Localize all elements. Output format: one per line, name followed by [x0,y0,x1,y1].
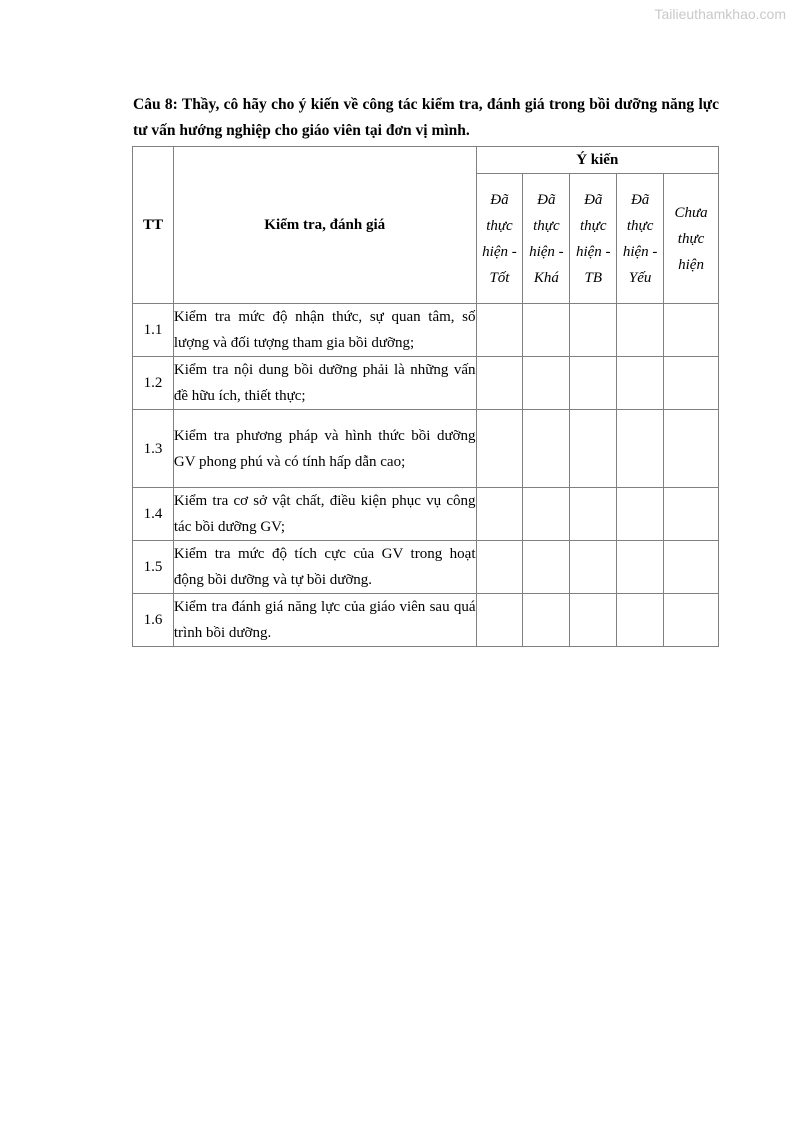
answer-cell[interactable] [476,357,523,410]
answer-cell[interactable] [523,541,570,594]
option-header [664,174,719,304]
row-text: Kiểm tra phương pháp và hình thức bồi dưỡng GV phong phú và có tính hấp dẫn cao; [173,410,476,488]
table-row [133,541,719,594]
table-row [133,357,719,410]
watermark: Tailieuthamkhao.com [654,6,786,22]
header-item: Kiểm tra, đánh giá [173,147,476,304]
option-header [617,174,664,304]
answer-cell[interactable] [664,410,719,488]
row-text: Kiểm tra đánh giá năng lực của giáo viên sau quá trình bồi dưỡng. [173,594,476,647]
row-number: 1.6 [133,594,174,647]
option-label: Chưa thực hiện [674,204,708,273]
answer-cell[interactable] [617,488,664,541]
question-text: Câu 8: Thầy, cô hãy cho ý kiến về công tác kiểm tra, đánh giá trong bồi dưỡng năng lực tư vấn hướng nghiệp cho giáo viên tại đơn vị mình. [133,96,719,139]
answer-cell[interactable] [617,357,664,410]
survey-table [132,146,719,647]
row-number: 1.4 [133,488,174,541]
header-tt: TT [133,147,174,304]
option-header [476,174,523,304]
answer-cell[interactable] [617,410,664,488]
row-text: Kiểm tra cơ sở vật chất, điều kiện phục vụ công tác bồi dưỡng GV; [173,488,476,541]
row-number: 1.3 [133,410,174,488]
answer-cell[interactable] [523,488,570,541]
answer-cell[interactable] [664,357,719,410]
option-label: Đã thực hiện - Tốt [482,191,517,286]
answer-cell[interactable] [664,488,719,541]
answer-cell[interactable] [476,410,523,488]
answer-cell[interactable] [570,410,617,488]
header-opinion: Ý kiến [476,147,718,174]
answer-cell[interactable] [570,541,617,594]
header-row [133,147,719,174]
row-text: Kiểm tra mức độ nhận thức, sự quan tâm, số lượng và đối tượng tham gia bồi dưỡng; [173,304,476,357]
row-number: 1.5 [133,541,174,594]
answer-cell[interactable] [570,594,617,647]
row-number: 1.2 [133,357,174,410]
answer-cell[interactable] [664,541,719,594]
answer-cell[interactable] [476,541,523,594]
row-text: Kiểm tra nội dung bồi dưỡng phải là những vấn đề hữu ích, thiết thực; [173,357,476,410]
option-header [570,174,617,304]
answer-cell[interactable] [523,410,570,488]
answer-cell[interactable] [476,488,523,541]
answer-cell[interactable] [523,357,570,410]
answer-cell[interactable] [476,304,523,357]
answer-cell[interactable] [570,304,617,357]
row-number: 1.1 [133,304,174,357]
answer-cell[interactable] [664,594,719,647]
answer-cell[interactable] [617,304,664,357]
answer-cell[interactable] [523,594,570,647]
table-row [133,488,719,541]
row-text: Kiểm tra mức độ tích cực của GV trong hoạt động bồi dưỡng và tự bồi dưỡng. [173,541,476,594]
option-header [523,174,570,304]
option-label: Đã thực hiện - Yếu [622,191,658,286]
answer-cell[interactable] [664,304,719,357]
answer-cell[interactable] [617,594,664,647]
answer-cell[interactable] [570,357,617,410]
table-row [133,410,719,488]
answer-cell[interactable] [617,541,664,594]
answer-cell[interactable] [570,488,617,541]
answer-cell[interactable] [476,594,523,647]
table-row [133,304,719,357]
option-label: Đã thực hiện - TB [575,191,611,286]
answer-cell[interactable] [523,304,570,357]
table-row [133,594,719,647]
option-label: Đã thực hiện - Khá [529,191,564,286]
